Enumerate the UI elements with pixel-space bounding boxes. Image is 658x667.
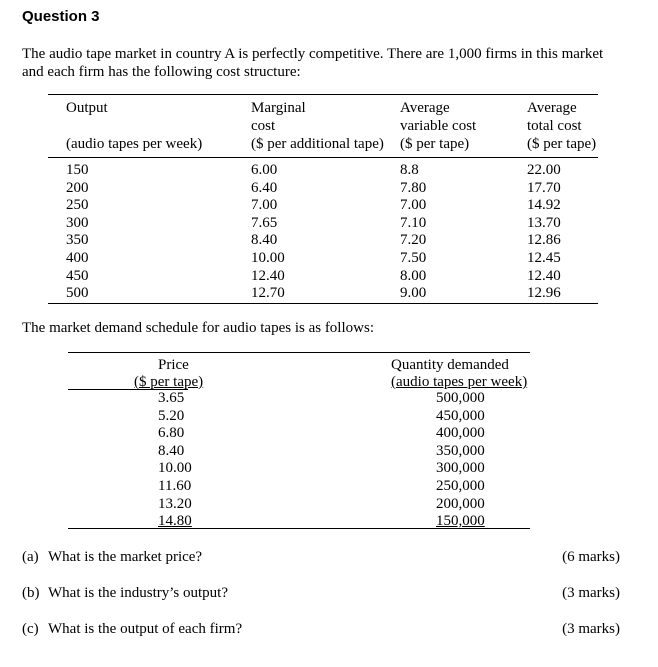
cost-table-header-rule [48, 157, 598, 158]
cell-qty: 200,000 [436, 495, 485, 512]
cell-qty: 350,000 [436, 442, 485, 459]
column-marginal-cost [251, 162, 285, 303]
question-text-a: What is the market price? [48, 549, 203, 565]
cell-atc: 12.40 [527, 267, 561, 284]
cell-avc: 8.00 [400, 267, 427, 284]
cell-price: 3.65 [158, 390, 185, 406]
question-label-a: (a) [22, 549, 39, 565]
header-avc-line1: Average [400, 100, 450, 116]
demand-intro: The market demand schedule for audio tapes is as follows: [22, 320, 374, 336]
cell-atc: 12.96 [527, 285, 561, 302]
header-qty-line2: (audio tapes per week) [391, 374, 528, 390]
cell-mc: 12.40 [251, 267, 285, 284]
header-output-line2: (audio tapes per week) [66, 136, 203, 152]
question-marks-c: (3 marks) [562, 621, 620, 637]
cell-output: 400 [66, 249, 89, 266]
cell-price: 13.20 [158, 495, 192, 512]
cell-atc: 17.70 [527, 179, 561, 196]
cell-qty: 450,000 [436, 407, 485, 424]
cell-price: 11.60 [158, 477, 192, 494]
cell-avc: 7.10 [400, 214, 427, 231]
header-mc-line1: Marginal [251, 100, 306, 116]
cell-avc: 7.80 [400, 179, 427, 196]
header-avc [400, 99, 476, 153]
cell-price: 14.80 [158, 513, 192, 530]
cell-qty: 150,000 [436, 513, 485, 530]
cell-qty: 250,000 [436, 477, 485, 494]
question-heading: Question 3 [22, 8, 100, 25]
demand-table-bottom-rule [68, 528, 530, 529]
cell-mc: 6.40 [251, 179, 278, 196]
question-text-c: What is the output of each firm? [48, 621, 243, 637]
header-mc-line3: ($ per additional tape) [251, 136, 384, 152]
header-output [66, 99, 202, 153]
intro-line-1: The audio tape market in country A is perfectly competitive. There are 1,000 firms in this market [22, 46, 604, 62]
header-price-line2: ($ per tape) [134, 374, 204, 390]
cost-table-bottom-rule [48, 303, 598, 304]
column-atc [527, 162, 561, 303]
header-atc-line1: Average [527, 100, 577, 116]
cell-mc: 12.70 [251, 285, 285, 302]
header-mc-line2: cost [251, 118, 276, 134]
header-atc [527, 99, 596, 153]
cell-output: 350 [66, 232, 89, 249]
cell-atc: 13.70 [527, 214, 561, 231]
cell-mc: 6.00 [251, 162, 278, 178]
cell-mc: 7.65 [251, 214, 278, 231]
header-avc-line2: variable cost [400, 118, 477, 134]
cell-output: 150 [66, 162, 89, 178]
header-qty-line1: Quantity demanded [391, 357, 509, 373]
header-quantity [391, 356, 509, 374]
header-atc-line2: total cost [527, 118, 582, 134]
cell-atc: 12.45 [527, 249, 561, 266]
cell-avc: 8.8 [400, 162, 419, 178]
cell-output: 250 [66, 197, 89, 214]
column-avc [400, 162, 426, 303]
cost-table-top-rule [48, 94, 598, 95]
cell-atc: 14.92 [527, 197, 561, 214]
header-atc-line3: ($ per tape) [527, 136, 597, 152]
header-avc-line3: ($ per tape) [400, 136, 470, 152]
cell-avc: 7.50 [400, 249, 427, 266]
question-marks-a: (6 marks) [562, 549, 620, 565]
demand-table-top-rule [68, 352, 530, 353]
header-marginal-cost [251, 99, 384, 153]
column-quantity [436, 390, 485, 531]
question-label-b: (b) [22, 585, 40, 601]
column-price [158, 390, 192, 531]
cell-qty: 300,000 [436, 460, 485, 477]
cell-mc: 8.40 [251, 232, 278, 249]
header-price-line1: Price [158, 357, 189, 373]
cell-mc: 10.00 [251, 249, 285, 266]
cell-price: 10.00 [158, 460, 192, 477]
cell-output: 300 [66, 214, 89, 231]
cell-avc: 7.20 [400, 232, 427, 249]
header-output-line1: Output [66, 100, 108, 116]
cell-avc: 7.00 [400, 197, 427, 214]
question-marks-b: (3 marks) [562, 585, 620, 601]
header-price [158, 356, 189, 374]
cell-price: 6.80 [158, 425, 185, 442]
cell-qty: 500,000 [436, 390, 485, 406]
cell-output: 200 [66, 179, 89, 196]
cell-atc: 12.86 [527, 232, 561, 249]
cell-qty: 400,000 [436, 425, 485, 442]
cell-output: 500 [66, 285, 89, 302]
cell-price: 8.40 [158, 442, 185, 459]
intro-line-2: and each firm has the following cost structure: [22, 64, 301, 80]
cell-output: 450 [66, 267, 89, 284]
cell-avc: 9.00 [400, 285, 427, 302]
cell-mc: 7.00 [251, 197, 278, 214]
cell-price: 5.20 [158, 407, 185, 424]
question-label-c: (c) [22, 621, 39, 637]
column-output [66, 162, 89, 303]
cell-atc: 22.00 [527, 162, 561, 178]
question-text-b: What is the industry’s output? [48, 585, 228, 601]
